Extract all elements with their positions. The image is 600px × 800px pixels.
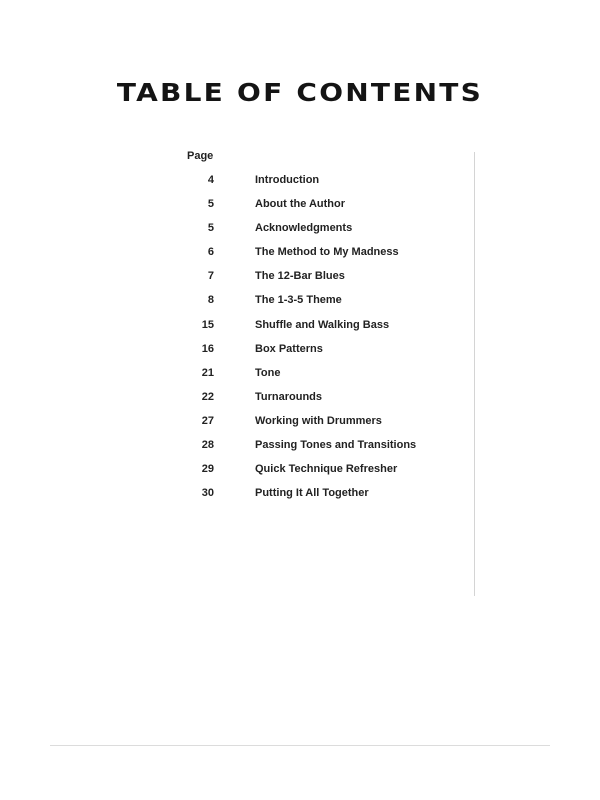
toc-page-number: 5 (207, 198, 214, 211)
toc-entry-title: Acknowledgments (255, 222, 353, 235)
toc-entry (0, 339, 600, 363)
page-title: TABLE OF CONTENTS (116, 78, 484, 107)
toc-entry (0, 315, 600, 339)
toc-entry (0, 435, 600, 459)
toc-page-number: 22 (201, 390, 214, 403)
toc-entry-title: Putting It All Together (255, 487, 369, 500)
toc-entry-title: The 1-3-5 Theme (255, 294, 342, 307)
toc-page-number: 21 (201, 366, 214, 379)
toc-page-number: 16 (201, 342, 214, 355)
toc-page-number: 6 (207, 246, 214, 259)
toc-entry (0, 266, 600, 290)
toc-entry (0, 242, 600, 266)
toc-page-number: 4 (207, 174, 214, 186)
toc-list (0, 170, 600, 507)
toc-entry-title: Turnarounds (255, 390, 323, 403)
toc-entry-title: Introduction (255, 174, 320, 186)
toc-page-number: 7 (207, 270, 214, 283)
toc-entry-title: The 12-Bar Blues (255, 270, 345, 283)
toc-entry (0, 194, 600, 218)
toc-entry (0, 387, 600, 411)
bottom-divider (50, 745, 550, 746)
toc-page-number: 28 (201, 439, 214, 452)
toc-page-number: 27 (201, 414, 214, 427)
toc-entry (0, 218, 600, 242)
toc-page-number: 8 (207, 294, 214, 307)
toc-entry-title: About the Author (255, 198, 346, 211)
toc-page-number: 30 (201, 487, 214, 500)
toc-page-number: 29 (201, 463, 214, 476)
toc-entry (0, 290, 600, 314)
toc-entry-title: Box Patterns (255, 342, 323, 355)
toc-entry (0, 170, 600, 194)
toc-entry-title: Passing Tones and Transitions (255, 439, 417, 452)
toc-entry (0, 363, 600, 387)
toc-entry (0, 459, 600, 483)
toc-entry-title: The Method to My Madness (255, 246, 399, 259)
toc-page-number: 15 (201, 318, 214, 331)
toc-entry-title: Working with Drummers (255, 414, 382, 427)
toc-entry-title: Shuffle and Walking Bass (255, 318, 390, 331)
page-column-header: Page (187, 150, 214, 162)
toc-entry (0, 411, 600, 435)
toc-entry (0, 483, 600, 507)
toc-entry-title: Quick Technique Refresher (255, 463, 398, 476)
toc-entry-title: Tone (255, 366, 281, 379)
toc-page-number: 5 (207, 222, 214, 235)
